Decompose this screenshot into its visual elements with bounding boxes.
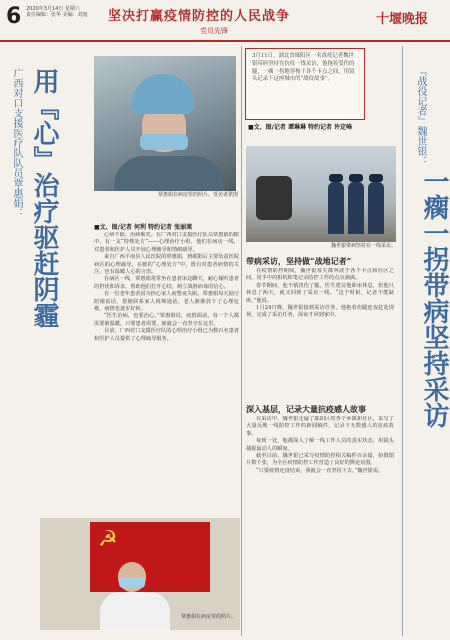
photo2-caption: 魏世银带病坚持在一线采访。 bbox=[330, 243, 396, 249]
header-slogan: 坚决打赢疫情防控的人民战争 bbox=[108, 9, 291, 24]
left-byline: ■文、图/记者 何利 特约记者 张丽莱 bbox=[94, 224, 193, 231]
left-paragraph: 在病区一线，覃惠娟常常坐在患者床边聊天，耐心倾听患者的担忧和诉求，帮助他们打开心结，树立战胜病毒的信心。 bbox=[94, 276, 239, 290]
left-article-body bbox=[94, 232, 239, 522]
police-cap bbox=[349, 174, 363, 182]
left-paragraph: 有一位老年患者因为担心家人而整夜失眠，覃惠娟每天抽空陪她说话，帮她联系家人视频通话，老人渐渐放下了心理包袱，病情也逐步好转。 bbox=[94, 291, 239, 313]
reporter-checkpoint-photo bbox=[246, 146, 396, 242]
police-cap bbox=[329, 174, 343, 182]
right-intro-box bbox=[245, 48, 365, 120]
police-figure bbox=[328, 182, 344, 234]
section1-title: 带病采访，坚持做“战地记者” bbox=[246, 256, 352, 266]
column-divider bbox=[402, 46, 403, 636]
right-paragraph: 截至目前，魏世银已采写疫情防控相关稿件百余篇，拍摄图片数千张，为全区疫情防控工作营造了良好的舆论氛围。 bbox=[246, 453, 394, 467]
left-paragraph: “医生治病，也要治心。”覃惠娟说，疫情面前，每一个人都需要被温暖，只要患者需要，她就会一直坚守在这里。 bbox=[94, 313, 239, 327]
right-article-section1 bbox=[246, 268, 394, 388]
left-paragraph: 来自广西平南县人民医院的覃惠娟，到郧阳后主要负责医院病区的心理疏导。在她的“心理处方”中，既有对患者病情的关注，也有温暖人心的言语。 bbox=[94, 254, 239, 276]
page-header bbox=[0, 0, 450, 41]
header-date-line bbox=[26, 6, 96, 18]
photo3-figure-body bbox=[100, 592, 170, 630]
right-paragraph: “只要疫情还没结束，我就会一直坚持下去。”魏世银说。 bbox=[256, 467, 384, 474]
left-paragraph: 心病不除，治病难矣。在广西对口支援医疗队员覃惠娟的眼中，有一支“特殊处方”——心理治疗小组，他们在病房一线，对患者和医护人员开展心理辅导和情绪疏导。 bbox=[94, 232, 239, 253]
section-label: 党员先锋 bbox=[200, 27, 228, 35]
camera-operator-figure bbox=[256, 176, 292, 220]
photo-figure-cap bbox=[132, 74, 194, 114]
header-rule bbox=[0, 40, 450, 42]
left-subheadline: 广西对口支援医疗队队员覃惠娟： bbox=[11, 68, 22, 218]
date-text: 2020年3月14日 星期六 bbox=[26, 6, 80, 12]
photo-figure-body bbox=[114, 156, 224, 191]
photo1-caption: 覃惠娟在病房里的照片。受访者供图 bbox=[157, 192, 238, 198]
photo3-figure-mask bbox=[119, 578, 145, 588]
photo-figure-mask bbox=[140, 134, 188, 150]
right-headline: 一瘸一拐带病坚持采访 bbox=[419, 168, 449, 428]
right-paragraph: 在疫情防控期间，魏世银每天都奔波于各个卡点和社区之间，用手中的相机和笔记录防控工作的点点滴滴。 bbox=[246, 268, 394, 282]
party-flag bbox=[90, 522, 210, 592]
left-paragraph: 目前，广西对口支援医疗队的心理治疗小组已为数百名患者和医护人员提供了心理疏导服务。 bbox=[94, 328, 239, 342]
police-figure bbox=[368, 182, 384, 234]
police-cap bbox=[369, 174, 383, 182]
hammer-sickle-icon: ☭ bbox=[98, 527, 118, 552]
right-article-section2 bbox=[246, 416, 394, 634]
left-headline: 用『心』治疗驱赶阴霾 bbox=[29, 68, 59, 328]
right-paragraph: 每到一处，他都深入了解一线工作人员的真实状态，用镜头捕捉最动人的瞬间。 bbox=[246, 438, 394, 452]
page-number: 6 bbox=[6, 4, 22, 29]
column-divider bbox=[241, 46, 242, 636]
right-subheadline: 『战役记者』魏世银： bbox=[415, 66, 426, 166]
right-byline: ■文、图/记者 谭琳琳 特约记者 许定峰 bbox=[248, 124, 353, 131]
intro-text: 3月11日，湖北省郧阳区一名战疫记者魏世银带病坚持在抗疫一线采访，他拖着受伤的腿，一瘸一拐地穿梭于各个卡点之间，用镜头记录下这座城市的“战疫故事”。 bbox=[252, 53, 355, 83]
newspaper-logo: 十堰晚报 bbox=[376, 12, 429, 27]
police-figure bbox=[348, 182, 364, 234]
right-paragraph: 春节期间，他不慎扭伤了腿，医生建议他卧床休息，但他只休息了两天，就又回到了采访一线。“这个时候，记者不能缺席。”他说。 bbox=[246, 282, 394, 304]
photo3-caption: 覃惠娟在病房里的照片。 bbox=[180, 614, 236, 620]
editor-text: 责任编辑：张华 美编：刘旭 bbox=[26, 12, 88, 18]
right-paragraph: 1月24日晚，魏世银接到采访任务，他拖着伤腿连夜赶赴现场，完成了采访任务，深夜才回到家中。 bbox=[246, 305, 394, 319]
section2-title: 深入基层，记录大量抗疫感人故事 bbox=[246, 404, 366, 414]
right-paragraph: 在采访中，魏世银走遍了郧阳区的各个乡镇和社区，采写了大量反映一线防控工作的新闻稿件，记录下无数感人的抗疫故事。 bbox=[246, 416, 394, 437]
nurse-portrait-photo bbox=[94, 56, 236, 191]
